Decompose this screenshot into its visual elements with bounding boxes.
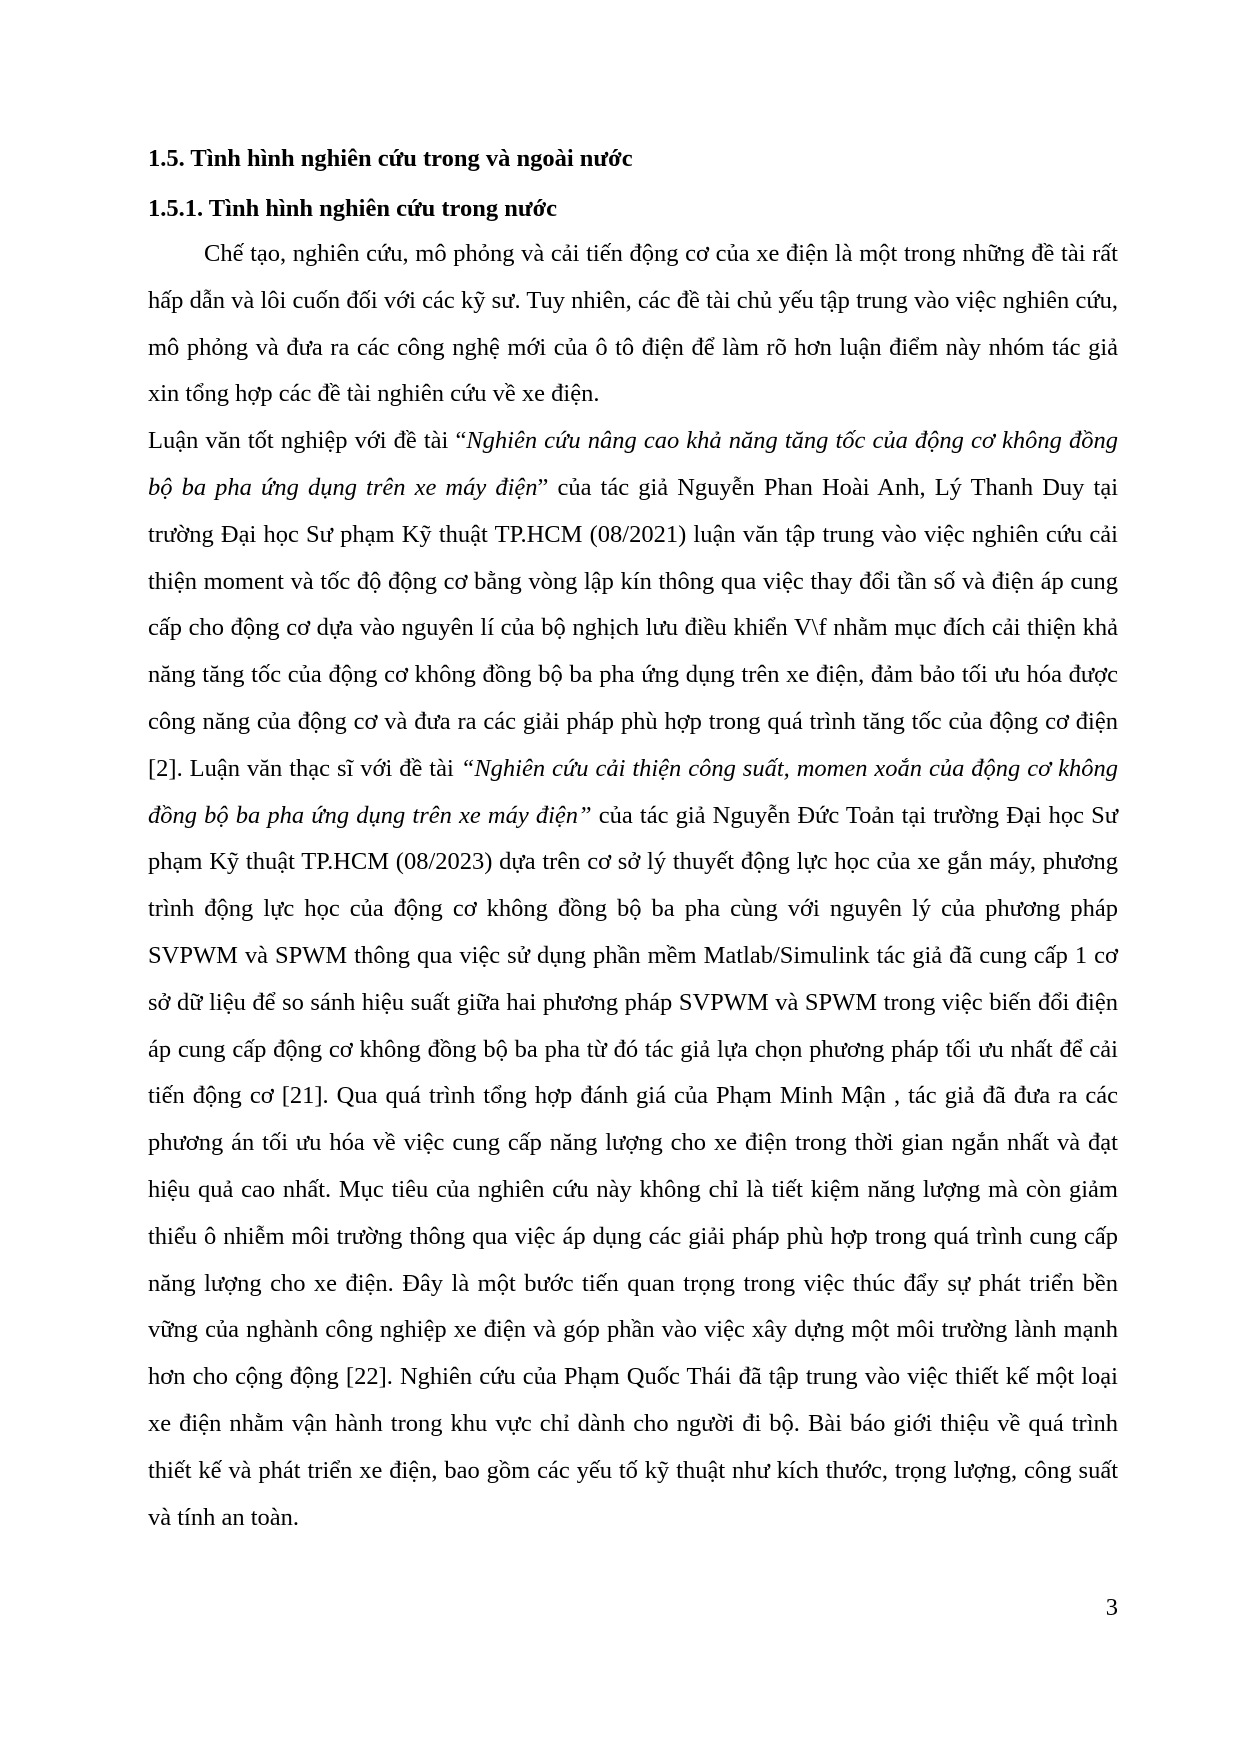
section-heading: 1.5. Tình hình nghiên cứu trong và ngoài nước	[148, 145, 633, 172]
page-content	[148, 143, 1118, 1541]
paragraph-text-part-1: Luận văn tốt nghiệp với đề tài “	[148, 427, 467, 455]
paragraph-text-part-2: ” của tác giả Nguyễn Phan Hoài Anh, Lý Thanh Duy tại trường Đại học Sư phạm Kỹ thuật TP.HCM (08/2021) luận văn tập trung vào việc nghiên cứu cải thiện moment và tốc độ động cơ bằng vòng lập kín thông qua việc thay đổi tần số và điện áp cung cấp cho động cơ dựa vào nguyên lí của bộ nghịch lưu điều khiển V\f nhằm mục đích cải thiện khả năng tăng tốc của động cơ không đồng bộ ba pha ứng dụng trên xe điện, đảm bảo tối ưu hóa được công năng của động cơ và đưa ra các giải pháp phù hợp trong quá trình tăng tốc của động cơ điện [2]. Luận văn thạc sĩ với đề tài	[148, 473, 1119, 782]
page-number: 3	[1105, 1594, 1118, 1621]
thesis-title-2: “Nghiên cứu cải thiện công suất, momen xoắn của động cơ không đồng bộ ba pha ứng dụng trên xe máy điện”	[148, 754, 1118, 829]
intro-paragraph: Chế tạo, nghiên cứu, mô phỏng và cải tiến động cơ của xe điện là một trong những đề tài rất hấp dẫn và lôi cuốn đối với các kỹ sư. Tuy nhiên, các đề tài chủ yếu tập trung vào việc nghiên cứu, mô phỏng và đưa ra các công nghệ mới của ô tô điện để làm rõ hơn luận điểm này nhóm tác giả xin tổng hợp các đề tài nghiên cứu về xe điện.	[148, 240, 1118, 408]
thesis-title-1: Nghiên cứu nâng cao khả năng tăng tốc của động cơ không đồng bộ ba pha ứng dụng trên xe máy điện	[148, 427, 1118, 501]
research-paragraph	[148, 418, 1118, 1541]
subsection-heading: 1.5.1. Tình hình nghiên cứu trong nước	[148, 195, 558, 222]
paragraph-text-part-3: của tác giả Nguyễn Đức Toản tại trường Đại học Sư phạm Kỹ thuật TP.HCM (08/2023) dựa trên cơ sở lý thuyết động lực học của xe gắn máy, phương trình động lực học của động cơ không đồng bộ ba pha cùng với nguyên lý của phương pháp SVPWM và SPWM thông qua việc sử dụng phần mềm Matlab/Simulink tác giả đã cung cấp 1 cơ sở dữ liệu để so sánh hiệu suất giữa hai phương pháp SVPWM và SPWM trong việc biến đổi điện áp cung cấp động cơ không đồng bộ ba pha từ đó tác giả lựa chọn phương pháp tối ưu nhất để cải tiến động cơ [21]. Qua quá trình tổng hợp đánh giá của Phạm Minh Mận , tác giả đã đưa ra các phương án tối ưu hóa về việc cung cấp năng lượng cho xe điện trong thời gian ngắn nhất và đạt hiệu quả cao nhất. Mục tiêu của nghiên cứu này không chỉ là tiết kiệm năng lượng mà còn giảm thiểu ô nhiễm môi trường thông qua việc áp dụng các giải pháp phù hợp trong quá trình cung cấp năng lượng cho xe điện. Đây là một bước tiến quan trọng trong việc thúc đẩy sự phát triển bền vững của nghành công nghiệp xe điện và góp phần vào việc xây dựng một môi trường lành mạnh hơn cho cộng động [22]. Nghiên cứu của Phạm Quốc Thái đã tập trung vào việc thiết kế một loại xe điện nhằm vận hành trong khu vực chỉ dành cho người đi bộ. Bài báo giới thiệu về quá trình thiết kế và phát triển xe điện, bao gồm các yếu tố kỹ thuật như kích thước, trọng lượng, công suất và tính an toàn.	[148, 801, 1119, 1531]
